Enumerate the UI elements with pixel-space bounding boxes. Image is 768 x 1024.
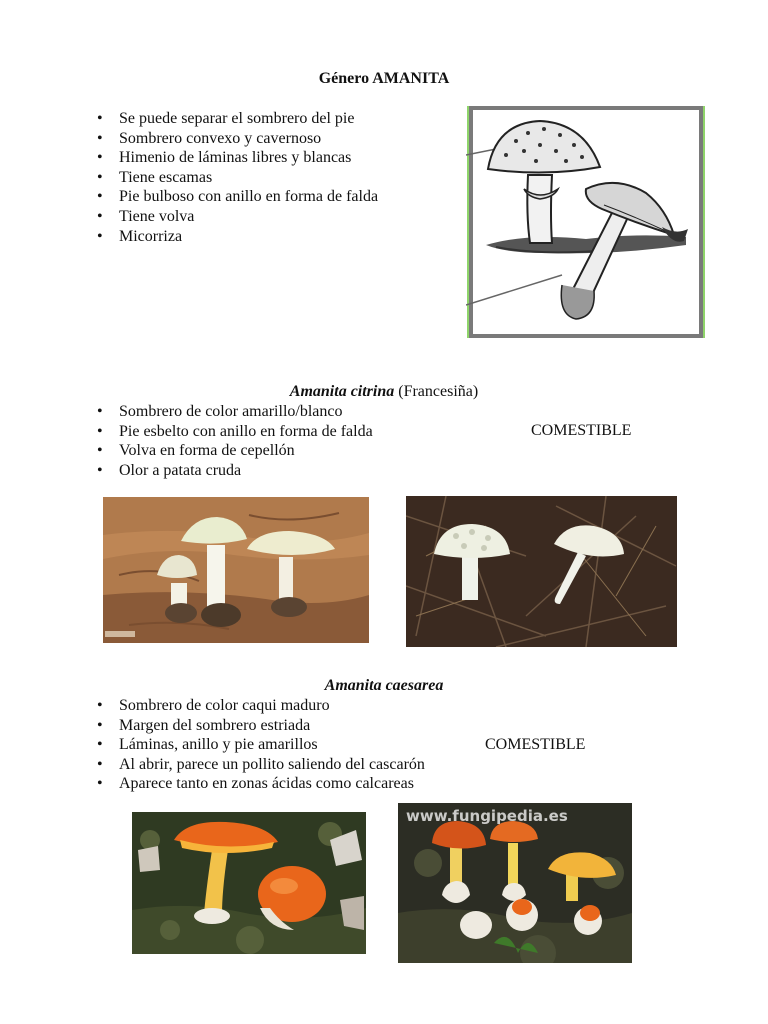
list-item: • Micorriza — [96, 227, 378, 247]
list-item: • Himenio de láminas libres y blancas — [96, 148, 378, 168]
citrina-photo-log — [99, 495, 373, 647]
caesarea-feature-list — [96, 696, 425, 794]
citrina-edibility-label: COMESTIBLE — [531, 422, 632, 439]
citrina-heading — [0, 383, 768, 401]
page-title: Género AMANITA — [318, 70, 450, 87]
list-item: • Tiene volva — [96, 207, 378, 227]
list-item: • Al abrir, parece un pollito saliendo del cascarón — [96, 755, 425, 775]
list-item: • Láminas, anillo y pie amarillos — [96, 735, 425, 755]
species-name: Amanita caesarea — [324, 677, 444, 694]
caesarea-photo-fungipedia — [398, 803, 632, 963]
citrina-feature-list — [96, 402, 373, 480]
species-name: Amanita citrina — [289, 383, 395, 400]
genus-feature-list — [96, 109, 378, 246]
citrina-photo-forest — [406, 496, 677, 647]
list-item: • Pie bulboso con anillo en forma de falda — [96, 187, 378, 207]
list-item: • Sombrero convexo y cavernoso — [96, 129, 378, 149]
list-item: • Sombrero de color caqui maduro — [96, 696, 425, 716]
caesarea-heading — [0, 677, 768, 695]
list-item: • Pie esbelto con anillo en forma de falda — [96, 422, 373, 442]
amanita-illustration — [466, 105, 706, 339]
caesarea-edibility-label: COMESTIBLE — [485, 736, 586, 753]
watermark-text: www.fungipedia.es — [406, 807, 568, 825]
list-item: • Olor a patata cruda — [96, 461, 373, 481]
list-item: • Tiene escamas — [96, 168, 378, 188]
list-item: • Margen del sombrero estriada — [96, 716, 425, 736]
common-name: (Francesiña) — [398, 383, 479, 400]
caesarea-photo-moss — [130, 810, 368, 956]
list-item: • Sombrero de color amarillo/blanco — [96, 402, 373, 422]
list-item: • Se puede separar el sombrero del pie — [96, 109, 378, 129]
list-item: • Volva en forma de cepellón — [96, 441, 373, 461]
list-item: • Aparece tanto en zonas ácidas como calcareas — [96, 774, 425, 794]
